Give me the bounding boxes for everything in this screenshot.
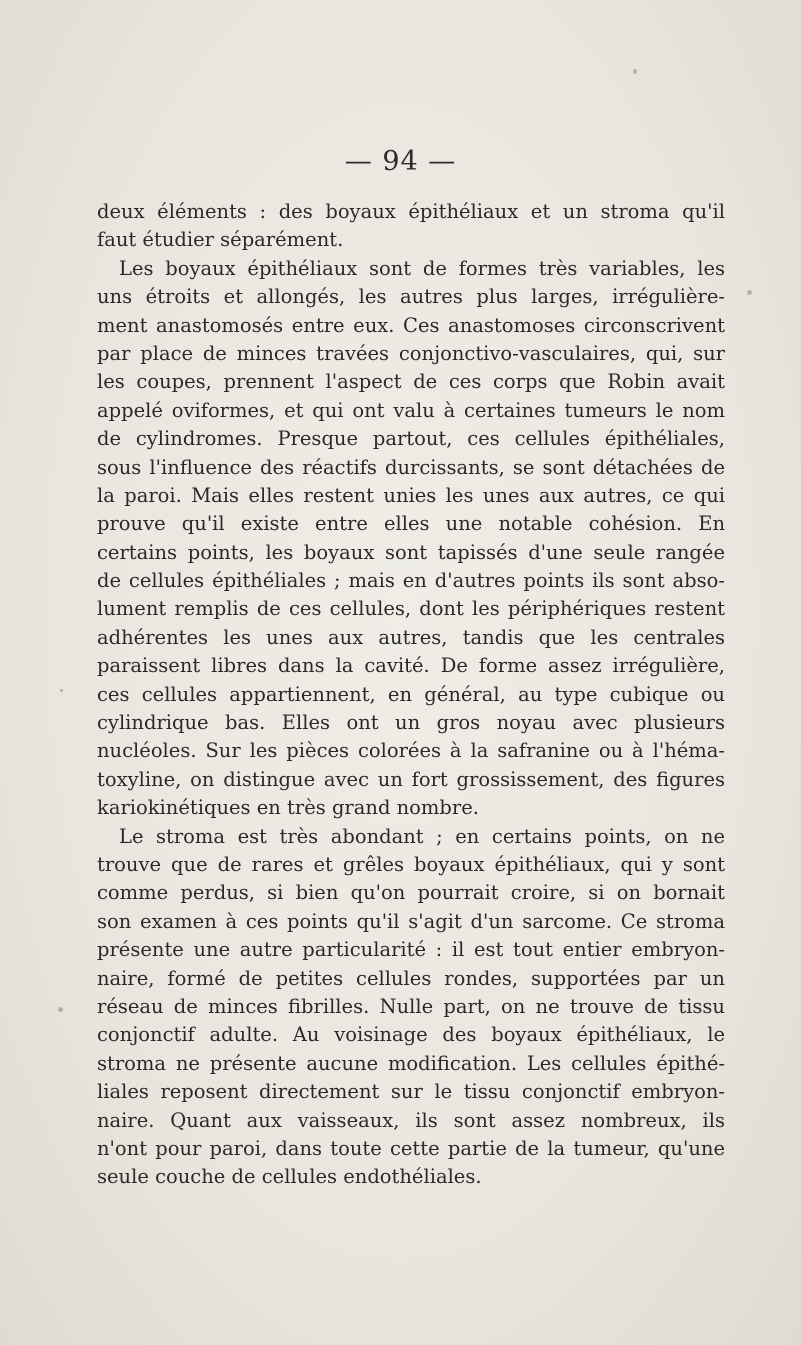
text-line: liales reposent directement sur le tissu conjonctif embryon- [97,1080,725,1104]
text-line: les coupes, prennent l'aspect de ces corps que Robin avait [97,370,725,394]
text-line: comme perdus, si bien qu'on pourrait croire, si on bornait [97,881,725,905]
text-line: toxyline, on distingue avec un fort grossissement, des figures [97,767,725,791]
text-line: la paroi. Mais elles restent unies les unes aux autres, ce qui [97,483,725,507]
text-line: sous l'influence des réactifs durcissants, se sont détachées de [97,455,725,479]
text-line: paraissent libres dans la cavité. De forme assez irrégulière, [97,654,725,678]
text-line: Les boyaux épithéliaux sont de formes très variables, les [119,256,725,280]
text-line: uns étroits et allongés, les autres plus larges, irrégulière- [97,285,725,309]
text-line: trouve que de rares et grêles boyaux épithéliaux, qui y sont [97,852,725,876]
body-text [97,198,725,1192]
text-line: cylindrique bas. Elles ont un gros noyau avec plusieurs [97,711,725,735]
text-line: réseau de minces fibrilles. Nulle part, on ne trouve de tissu [97,994,725,1018]
text-line: présente une autre particularité : il est tout entier embryon- [97,938,725,962]
text-line: prouve qu'il existe entre elles une notable cohésion. En [97,512,725,536]
text-line: faut étudier séparément. [97,228,344,252]
text-line: n'ont pour paroi, dans toute cette partie de la tumeur, qu'une [97,1136,725,1160]
paper-speck [60,689,63,692]
text-line: adhérentes les unes aux autres, tandis que les centrales [97,625,725,649]
paper-speck [58,1007,63,1012]
text-line: nucléoles. Sur les pièces colorées à la safranine ou à l'héma- [97,739,725,763]
text-line: ces cellules appartiennent, en général, au type cubique ou [97,682,725,706]
text-line: stroma ne présente aucune modification. Les cellules épithé- [97,1051,725,1075]
text-line: conjonctif adulte. Au voisinage des boyaux épithéliaux, le [97,1023,725,1047]
paragraph-1 [97,198,725,255]
text-line: par place de minces travées conjonctivo-vasculaires, qui, sur [97,341,725,365]
text-line: appelé oviformes, et qui ont valu à certaines tumeurs le nom [97,398,725,422]
text-line: Le stroma est très abondant ; en certains points, on ne [119,824,725,848]
text-line: naire, formé de petites cellules rondes, supportées par un [97,966,725,990]
text-line: de cellules épithéliales ; mais en d'autres points ils sont abso- [97,569,725,593]
text-line: son examen à ces points qu'il s'agit d'un sarcome. Ce stroma [97,909,725,933]
text-line: seule couche de cellules endothéliales. [97,1165,482,1189]
paragraph-2 [97,255,725,823]
page-number: — 94 — [344,146,457,177]
paper-speck [633,69,637,74]
text-line: naire. Quant aux vaisseaux, ils sont assez nombreux, ils [97,1108,725,1132]
text-line: de cylindromes. Presque partout, ces cellules épithéliales, [97,427,725,451]
text-line: lument remplis de ces cellules, dont les périphériques restent [97,597,725,621]
text-line: kariokinétiques en très grand nombre. [97,796,479,820]
paragraph-3 [97,823,725,1192]
text-line: deux éléments : des boyaux épithéliaux et un stroma qu'il [97,200,725,223]
text-line: ment anastomosés entre eux. Ces anastomoses circonscrivent [97,313,725,337]
paper-speck [747,290,752,295]
text-line: certains points, les boyaux sont tapissés d'une seule rangée [97,540,725,564]
